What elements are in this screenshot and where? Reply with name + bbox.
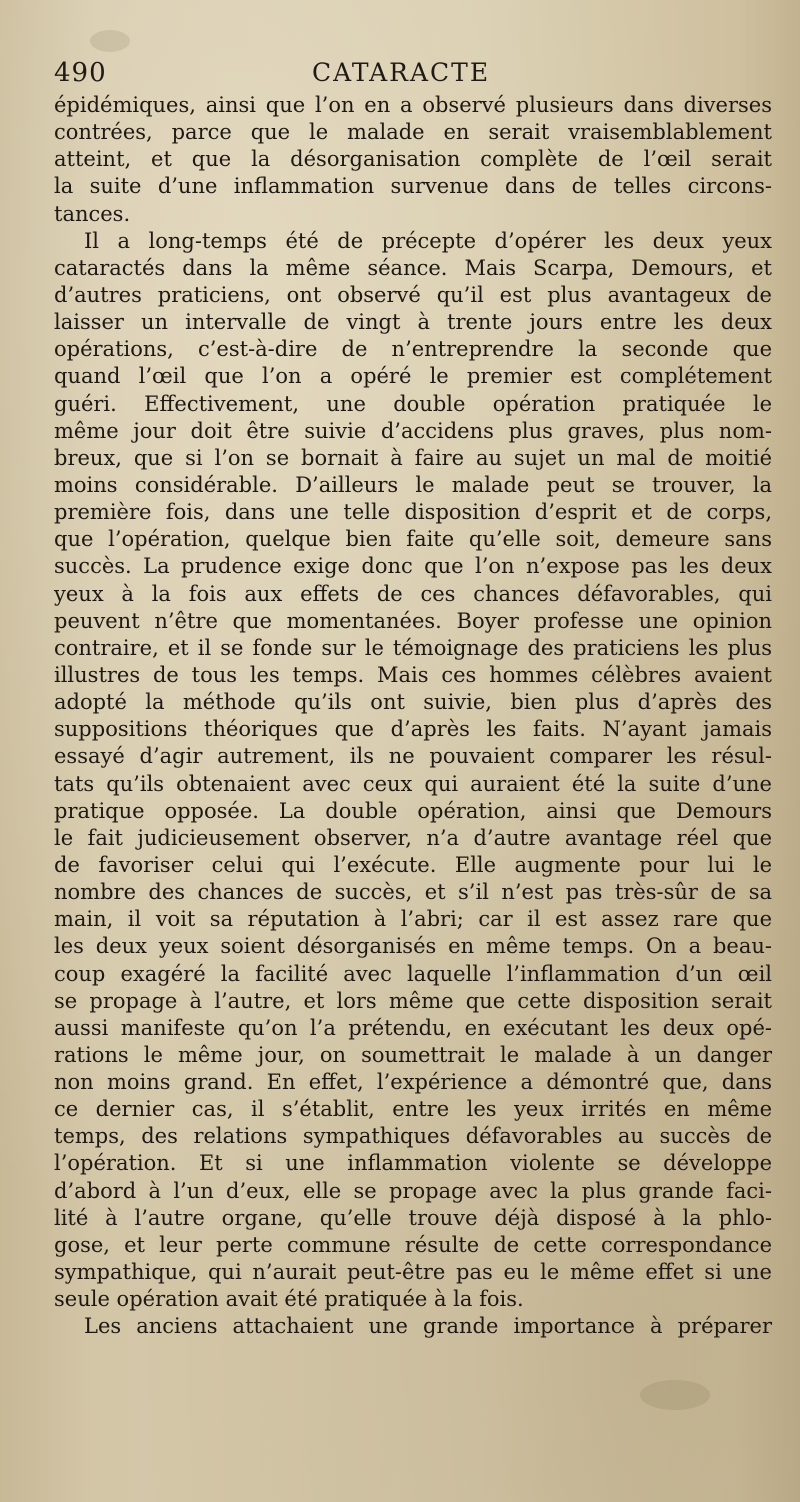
text-line: guéri. Effectivement, une double opération pratiquée le — [54, 391, 772, 416]
text-line: d’abord à l’un d’eux, elle se propage avec la plus grande faci- — [54, 1178, 772, 1203]
text-line: seule opération avait été pratiquée à la fois. — [54, 1287, 524, 1312]
text-line: main, il voit sa réputation à l’abri; car il est assez rare que — [54, 907, 772, 932]
text-line: non moins grand. En effet, l’expérience a démontré que, dans — [54, 1070, 772, 1095]
text-line: pratique opposée. La double opération, ainsi que Demours — [54, 798, 772, 823]
text-line: gose, et leur perte commune résulte de cette correspondance — [54, 1232, 772, 1257]
body-text — [54, 92, 772, 1340]
paper-stain — [90, 30, 130, 52]
text-line: succès. La prudence exige donc que l’on n’expose pas les deux — [54, 554, 772, 579]
text-line: tances. — [54, 201, 131, 226]
text-line: épidémiques, ainsi que l’on en a observé plusieurs dans diverses — [54, 93, 772, 117]
text-line: quand l’œil que l’on a opéré le premier est complétement — [54, 364, 772, 389]
text-line: cataractés dans la même séance. Mais Scarpa, Demours, et — [54, 255, 772, 280]
text-line: temps, des relations sympathiques défavorables au succès de — [54, 1124, 772, 1149]
page-number: 490 — [54, 58, 107, 88]
text-line: le fait judicieusement observer, n’a d’autre avantage réel que — [54, 825, 772, 850]
text-line: contrées, parce que le malade en serait vraisemblablement — [54, 120, 772, 145]
text-line: essayé d’agir autrement, ils ne pouvaient comparer les résul- — [54, 744, 772, 769]
text-line: laisser un intervalle de vingt à trente jours entre les deux — [54, 310, 772, 335]
text-line: suppositions théoriques que d’après les faits. N’ayant jamais — [54, 717, 772, 742]
text-line: coup exagéré la facilité avec laquelle l’inflammation d’un œil — [54, 961, 772, 986]
text-line: Il a long-temps été de précepte d’opérer les deux yeux — [84, 228, 772, 253]
text-line: Les anciens attachaient une grande importance à préparer — [84, 1314, 772, 1339]
text-line: de favoriser celui qui l’exécute. Elle augmente pour lui le — [54, 852, 772, 877]
text-line: ce dernier cas, il s’établit, entre les yeux irrités en même — [54, 1097, 772, 1122]
text-line: même jour doit être suivie d’accidens plus graves, plus nom- — [54, 418, 772, 443]
text-line: nombre des chances de succès, et s’il n’est pas très-sûr de sa — [54, 880, 772, 905]
text-line: sympathique, qui n’aurait peut-être pas eu le même effet si une — [54, 1260, 772, 1285]
text-line: adopté la méthode qu’ils ont suivie, bien plus d’après des — [54, 690, 772, 715]
text-line: breux, que si l’on se bornait à faire au sujet un mal de moitié — [54, 445, 772, 470]
text-line: aussi manifeste qu’on l’a prétendu, en exécutant les deux opé- — [54, 1015, 772, 1040]
text-line: lité à l’autre organe, qu’elle trouve déjà disposé à la phlo- — [54, 1205, 772, 1230]
text-line: contraire, et il se fonde sur le témoignage des praticiens les plus — [54, 635, 772, 660]
text-line: yeux à la fois aux effets de ces chances défavorables, qui — [54, 581, 772, 606]
text-line: opérations, c’est-à-dire de n’entreprendre la seconde que — [54, 337, 772, 362]
text-line: première fois, dans une telle disposition d’esprit et de corps, — [54, 500, 772, 525]
text-line: moins considérable. D’ailleurs le malade peut se trouver, la — [54, 472, 772, 497]
text-line: atteint, et que la désorganisation complète de l’œil serait — [54, 147, 772, 172]
text-line: peuvent n’être que momentanées. Boyer professe une opinion — [54, 608, 772, 633]
text-line: d’autres praticiens, ont observé qu’il est plus avantageux de — [54, 282, 772, 307]
paper-stain — [640, 1380, 710, 1410]
page-header — [54, 58, 772, 92]
text-line: l’opération. Et si une inflammation violente se développe — [54, 1151, 772, 1176]
text-line: les deux yeux soient désorganisés en même temps. On a beau- — [54, 934, 772, 959]
text-line: illustres de tous les temps. Mais ces hommes célèbres avaient — [54, 662, 772, 687]
text-line: se propage à l’autre, et lors même que cette disposition serait — [54, 988, 772, 1013]
text-line: la suite d’une inflammation survenue dans de telles circons- — [54, 174, 772, 199]
running-title: CATARACTE — [312, 58, 491, 87]
text-line: rations le même jour, on soumettrait le malade à un danger — [54, 1042, 772, 1067]
text-line: que l’opération, quelque bien faite qu’elle soit, demeure sans — [54, 527, 772, 552]
text-line: tats qu’ils obtenaient avec ceux qui auraient été la suite d’une — [54, 771, 772, 796]
